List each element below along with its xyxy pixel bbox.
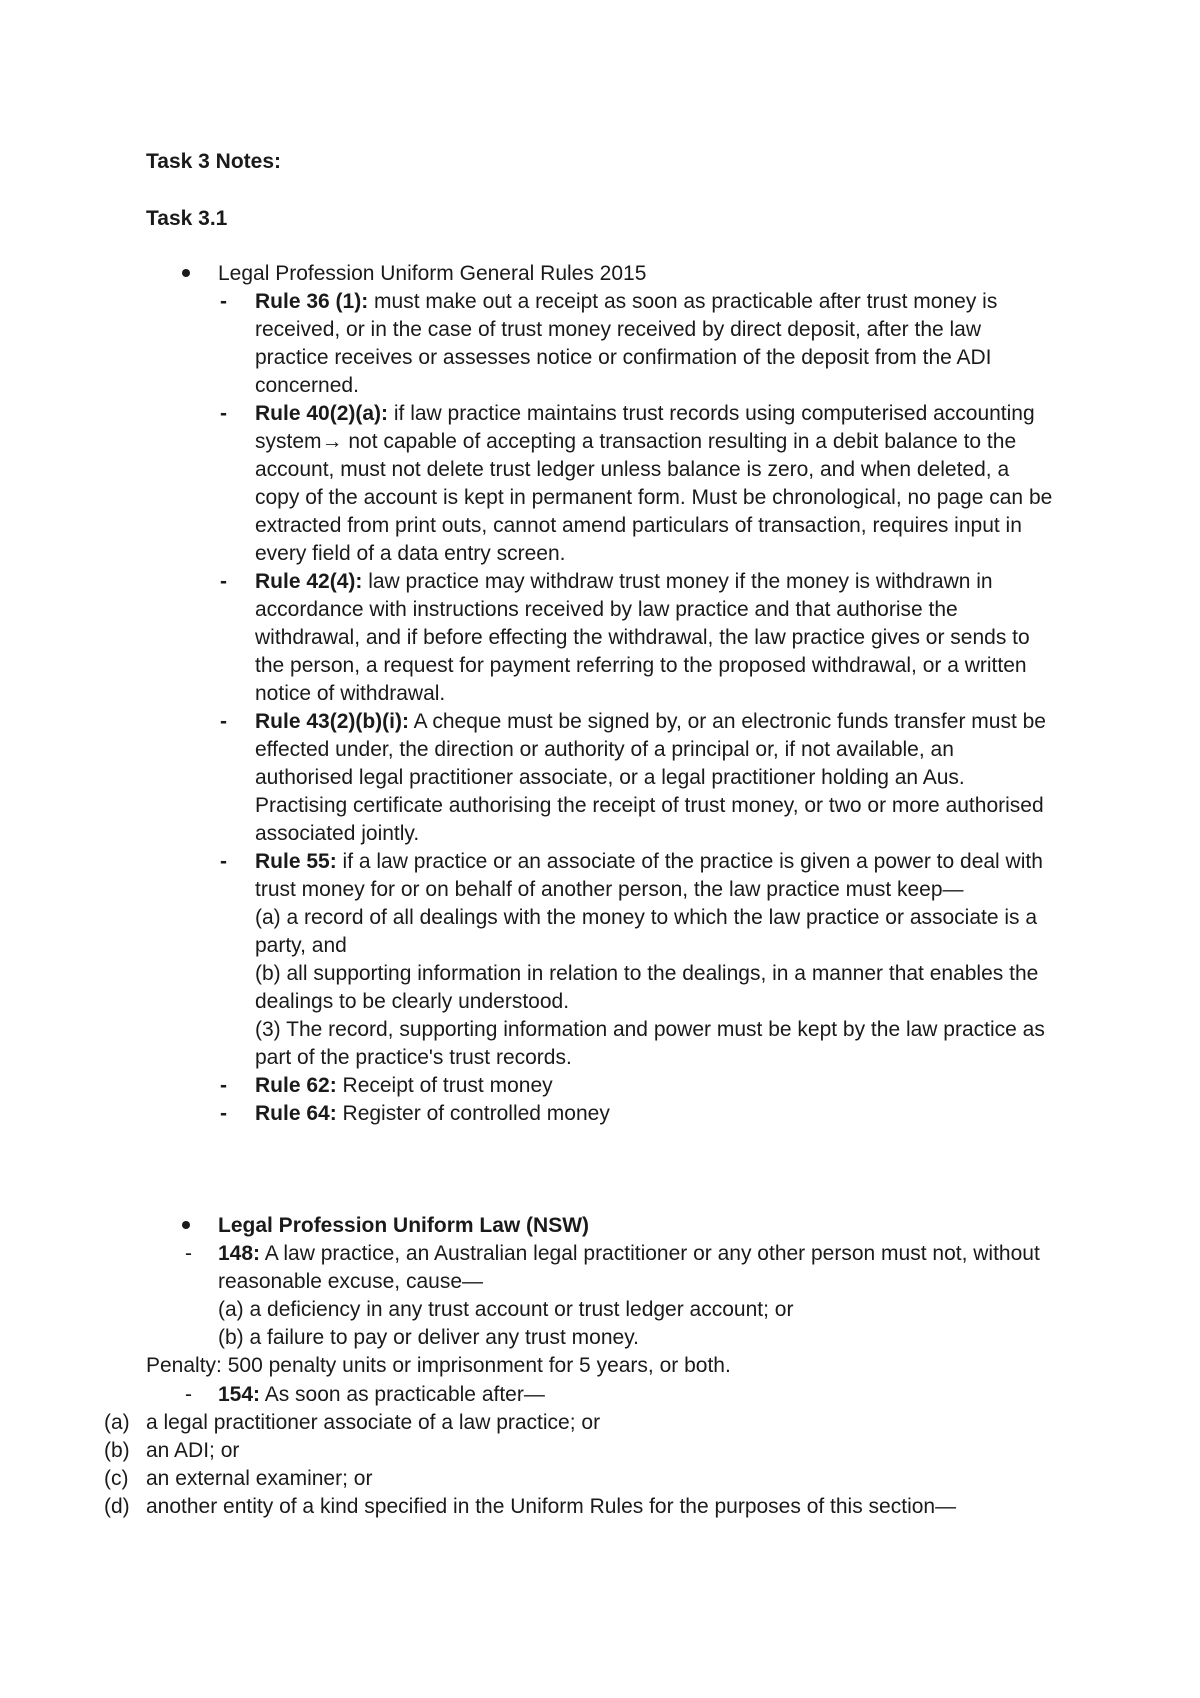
rule-label: Rule 42(4): (255, 570, 363, 593)
rule-label: Rule 64: (255, 1102, 337, 1125)
alpha-mark: (c) (104, 1467, 129, 1490)
rule-item (220, 1100, 1055, 1128)
dash-marker: - (220, 850, 227, 873)
section-label: 154: (218, 1383, 261, 1406)
dash-marker: - (220, 1074, 227, 1097)
alpha-item (104, 1493, 1006, 1521)
rule-item (220, 568, 1055, 708)
alpha-item (104, 1437, 1004, 1465)
alpha-list (104, 1409, 1004, 1521)
bullet-icon (182, 269, 190, 277)
bullet-item-general-rules (218, 260, 1098, 288)
sub-paragraph: (b) all supporting information in relation to the dealings, in a manner that enables the dealings to be clearly understood. (255, 962, 1039, 1013)
section-148 (185, 1240, 1068, 1352)
bullet-item-uniform-law (218, 1212, 1098, 1240)
penalty-text: Penalty: 500 penalty units or imprisonment for 5 years, or both. (146, 1354, 731, 1377)
section-heading-general-rules: Legal Profession Uniform General Rules 2015 (218, 262, 647, 285)
section-item-148 (185, 1240, 1068, 1352)
section-label: 148: (218, 1242, 261, 1265)
rule-label: Rule 62: (255, 1074, 337, 1097)
rule-text: must make out a receipt as soon as practicable after trust money is received, or in the case of trust money received by direct deposit, after the law practice receives or assesses notice or confirmation of the deposit from the ADI concerned. (255, 290, 998, 397)
rule-item (220, 1072, 1055, 1100)
rule-label: Rule 40(2)(a): (255, 402, 389, 425)
dash-marker: - (220, 402, 227, 425)
dash-marker: - (220, 710, 227, 733)
rule-label: Rule 55: (255, 850, 337, 873)
rule-item (220, 848, 1055, 1072)
sub-paragraph: (b) a failure to pay or deliver any trust money. (218, 1326, 639, 1349)
dash-marker: - (220, 570, 227, 593)
alpha-text: another entity of a kind specified in the Uniform Rules for the purposes of this section— (146, 1495, 957, 1518)
section-subtitle: Task 3.1 (146, 207, 228, 230)
alpha-mark: (b) (104, 1439, 130, 1462)
section-text: As soon as practicable after— (260, 1383, 545, 1406)
alpha-text: a legal practitioner associate of a law practice; or (146, 1411, 601, 1434)
rule-text: Register of controlled money (336, 1102, 610, 1125)
bullet-icon (182, 1221, 190, 1229)
alpha-text: an external examiner; or (146, 1467, 373, 1490)
dash-marker: - (220, 1102, 227, 1125)
alpha-mark: (d) (104, 1495, 130, 1518)
rule-text: A cheque must be signed by, or an electronic funds transfer must be effected under, the direction or authority of a principal or, if not available, an authorised legal practitioner associate, or a legal practitioner holding an Aus. Practising certificate authorising the receipt of trust money, or two or more authorised associated jointly. (255, 710, 1046, 845)
dash-marker: - (185, 1242, 192, 1265)
rule-text: law practice may withdraw trust money if the money is withdrawn in accordance with instructions received by law practice and that authorise the withdrawal, and if before effecting the withdrawal, the law practice gives or sends to the person, a request for payment referring to the proposed withdrawal, or a written notice of withdrawal. (255, 570, 1030, 705)
section-heading-uniform-law: Legal Profession Uniform Law (NSW) (218, 1214, 590, 1237)
alpha-item (104, 1409, 1004, 1437)
rule-item (220, 400, 1055, 568)
alpha-mark: (a) (104, 1411, 130, 1434)
section-text: A law practice, an Australian legal practitioner or any other person must not, without reasonable excuse, cause— (218, 1242, 1040, 1293)
alpha-item (104, 1465, 1004, 1493)
rule-text: Receipt of trust money (336, 1074, 553, 1097)
page-title: Task 3 Notes: (146, 150, 281, 173)
rule-item (220, 288, 1055, 400)
sub-paragraph: (3) The record, supporting information and power must be kept by the law practice as part of the practice's trust records. (255, 1018, 1045, 1069)
rule-label: Rule 36 (1): (255, 290, 369, 313)
rule-text: if a law practice or an associate of the practice is given a power to deal with trust money for or on behalf of another person, the law practice must keep— (255, 850, 1043, 901)
alpha-text: an ADI; or (146, 1439, 240, 1462)
rule-text: if law practice maintains trust records using computerised accounting system→ not capable of accepting a transaction resulting in a debit balance to the account, must not delete trust ledger unless balance is zero, and when deleted, a copy of the account is kept in permanent form. Must be chronological, no page can be extracted from print outs, cannot amend particulars of transaction, requires input in every field of a data entry screen. (255, 402, 1053, 565)
section-item-154 (185, 1381, 1068, 1409)
dash-marker: - (220, 290, 227, 313)
section-154 (185, 1381, 1068, 1409)
rule-list (220, 288, 1055, 1128)
rule-label: Rule 43(2)(b)(i): (255, 710, 409, 733)
dash-marker: - (185, 1383, 192, 1406)
sub-paragraph: (a) a record of all dealings with the money to which the law practice or associate is a party, and (255, 906, 1038, 957)
rule-item (220, 708, 1055, 848)
sub-paragraph: (a) a deficiency in any trust account or trust ledger account; or (218, 1298, 794, 1321)
